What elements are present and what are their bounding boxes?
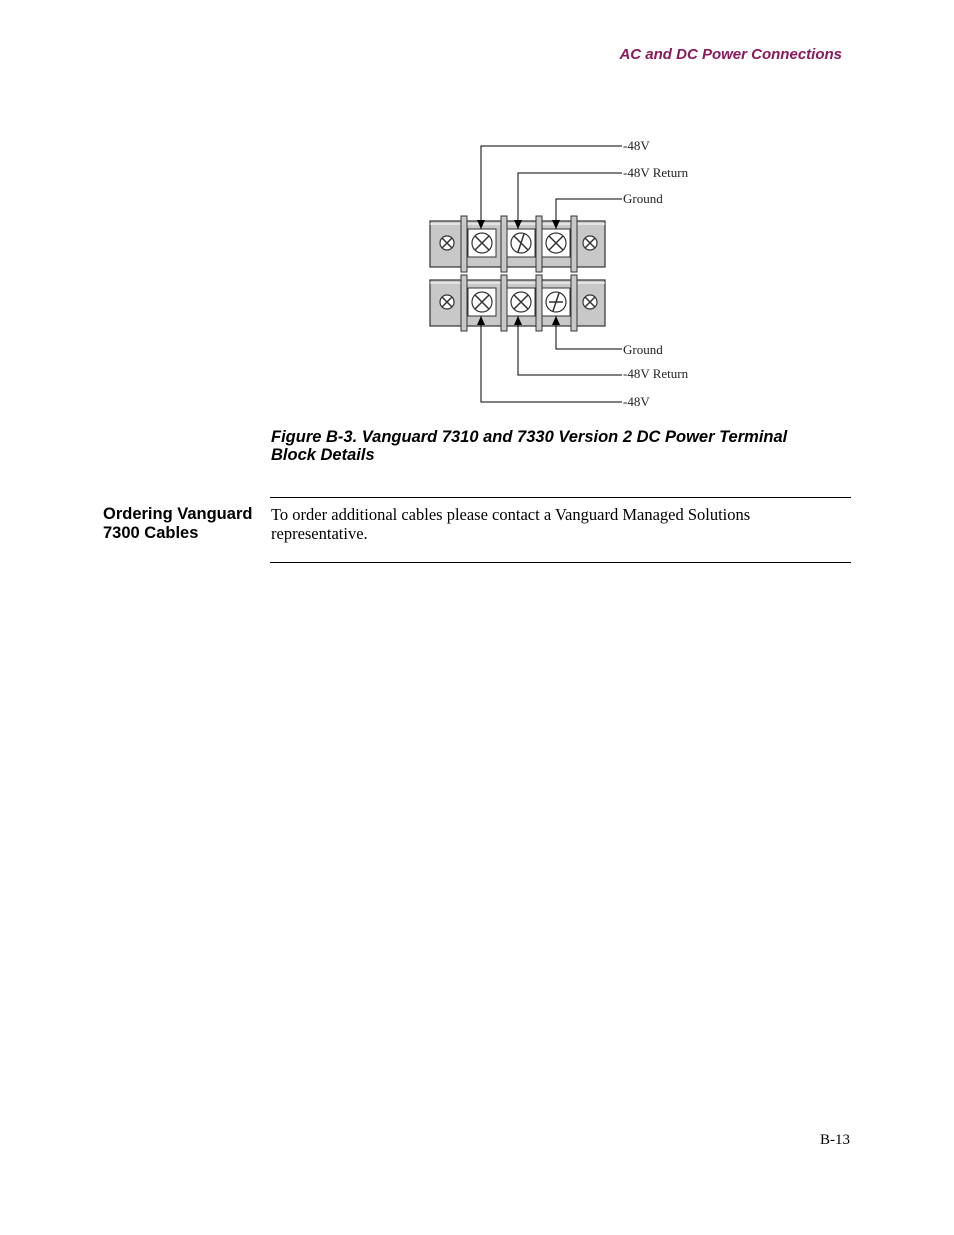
page-number: B-13 [820,1132,850,1148]
screw-icon [511,233,531,253]
caption-line-2: Block Details [271,446,375,464]
label-minus48v-top: -48V [623,138,650,153]
screw-icon [511,292,531,312]
label-minus48v-return-top: -48V Return [623,165,689,180]
screw-icon [440,295,454,309]
screw-icon [472,292,492,312]
section-bottom-rule [270,562,851,563]
label-ground-top: Ground [623,191,663,206]
screw-icon [472,233,492,253]
section-heading-line-1: Ordering Vanguard [103,505,253,523]
section-body [271,505,831,543]
label-minus48v-bottom: -48V [623,394,650,409]
screw-icon [583,295,597,309]
screw-icon [583,236,597,250]
caption-line-1: Figure B-3. Vanguard 7310 and 7330 Version 2 DC Power Terminal [271,428,788,446]
section-top-rule [270,497,851,498]
figure-caption [271,428,851,464]
section-heading-line-2: 7300 Cables [103,524,199,542]
running-header: AC and DC Power Connections [619,46,842,63]
screw-icon [546,233,566,253]
section-heading [103,505,268,543]
section-body-line-1: To order additional cables please contact a Vanguard Managed Solutions [271,505,751,524]
label-minus48v-return-bottom: -48V Return [623,366,689,381]
label-ground-bottom: Ground [623,342,663,357]
screw-icon [546,292,566,312]
terminal-block-diagram [420,130,720,415]
section-body-line-2: representative. [271,524,368,543]
screw-icon [440,236,454,250]
